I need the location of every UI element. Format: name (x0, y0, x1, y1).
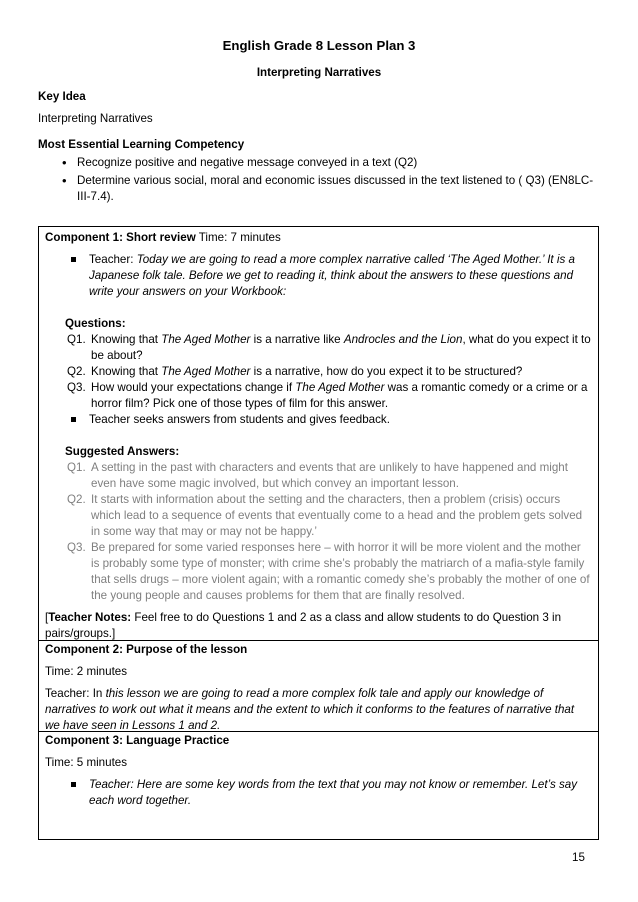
answer-number: Q1. (67, 461, 86, 474)
melc-heading: Most Essential Learning Competency (38, 138, 245, 151)
component-1-heading: Component 1: Short review (45, 231, 196, 244)
melc-item: • Determine various social, moral and economic issues discussed in the text listened to ( Q3) (EN8LC-III-7.4). (56, 173, 601, 205)
component-1-heading-line (45, 230, 592, 246)
component-2-teacher-text (45, 686, 592, 734)
question-2 (45, 364, 592, 380)
component-3-heading: Component 3: Language Practice (45, 734, 230, 747)
component-2-heading: Component 2: Purpose of the lesson (45, 643, 248, 656)
suggested-answers-heading: Suggested Answers: (65, 445, 180, 458)
answer-number: Q2. (67, 493, 86, 506)
key-idea-text: Interpreting Narratives (38, 112, 153, 125)
q3-text-a: How would your expectations change if (91, 381, 296, 394)
teacher-instruction (45, 252, 592, 300)
teacher-label: Teacher: In (45, 687, 106, 700)
notes-bracket: [ (45, 611, 49, 624)
answer-2 (45, 492, 592, 540)
answer-1 (45, 460, 592, 492)
page-title: English Grade 8 Lesson Plan 3 (222, 38, 416, 53)
q2-text-c: is a narrative, how do you expect it to be structured? (250, 365, 523, 378)
question-3 (45, 380, 592, 412)
teacher-text: this lesson we are going to read a more complex folk tale and apply our knowledge of narratives to work out what it means and the extent to which it conforms to the features of narrative that we have seen in Lessons 1 and 2. (45, 687, 575, 732)
question-number: Q3. (67, 381, 86, 394)
teacher-notes (45, 610, 592, 642)
q2-text-b: The Aged Mother (161, 365, 251, 378)
question-number: Q2. (67, 365, 86, 378)
answer-text: Be prepared for some varied responses here – with horror it will be more violent and the mother is probably some type of monster; with crime she’s probably the matriarch of a mafia-style family that sells drugs – more violent again; with a romantic comedy she’s probably the mother of one of the young people and causes problems for them that are finally resolved. (91, 541, 590, 602)
answer-number: Q3. (67, 541, 86, 554)
q1-text-b: The Aged Mother (161, 333, 251, 346)
notes-text: Feel free to do Questions 1 and 2 as a class and allow students to do Question 3 in pairs/groups.] (45, 611, 562, 640)
component-2-box (38, 640, 599, 732)
component-3-teacher-text: Teacher: Here are some key words from the text that you may not know or remember. Let’s say each word together. (45, 777, 592, 809)
question-number: Q1. (67, 333, 86, 346)
question-1 (45, 332, 592, 364)
q1-text-d: Androcles and the Lion (343, 333, 463, 346)
component-1-time: Time: 7 minutes (195, 231, 281, 244)
page-subtitle: Interpreting Narratives (256, 66, 382, 79)
answer-3 (45, 540, 592, 604)
q1-text-e: , what do you expect it to be about? (91, 333, 591, 362)
answer-text: A setting in the past with characters and events that are unlikely to have happened and might even have some magic involved, but which convey an important lesson. (91, 461, 568, 490)
q2-text-a: Knowing that (91, 365, 162, 378)
component-3-box (38, 731, 599, 840)
teacher-seeks-answers: Teacher seeks answers from students and gives feedback. (45, 412, 592, 428)
teacher-label: Teacher: (89, 253, 137, 266)
answer-text: It starts with information about the setting and the characters, then a problem (crisis) occurs which lead to a sequence of events that eventually come to a head and the problem gets solved in some way that may or may not be happy.’ (91, 493, 583, 538)
questions-heading: Questions: (65, 317, 126, 330)
q3-text-b: The Aged Mother (295, 381, 385, 394)
page-number: 15 (572, 851, 585, 864)
q3-text-c: was a romantic comedy or a crime or a horror film? Pick one of those types of film for this answer. (91, 381, 588, 410)
melc-item: • Recognize positive and negative message conveyed in a text (Q2) (56, 155, 601, 171)
key-idea-heading: Key Idea (38, 90, 86, 103)
teacher-text: Today we are going to read a more complex narrative called ‘The Aged Mother.’ It is a Japanese folk tale. Before we get to reading it, think about the answers to these questions and write your answers on your Workbook: (89, 253, 575, 298)
component-1-box (38, 226, 599, 641)
q1-text-c: is a narrative like (250, 333, 344, 346)
component-2-time: Time: 2 minutes (45, 665, 128, 678)
melc-list (56, 155, 601, 205)
component-3-time: Time: 5 minutes (45, 756, 128, 769)
notes-label: Teacher Notes: (48, 611, 132, 624)
q1-text-a: Knowing that (91, 333, 162, 346)
